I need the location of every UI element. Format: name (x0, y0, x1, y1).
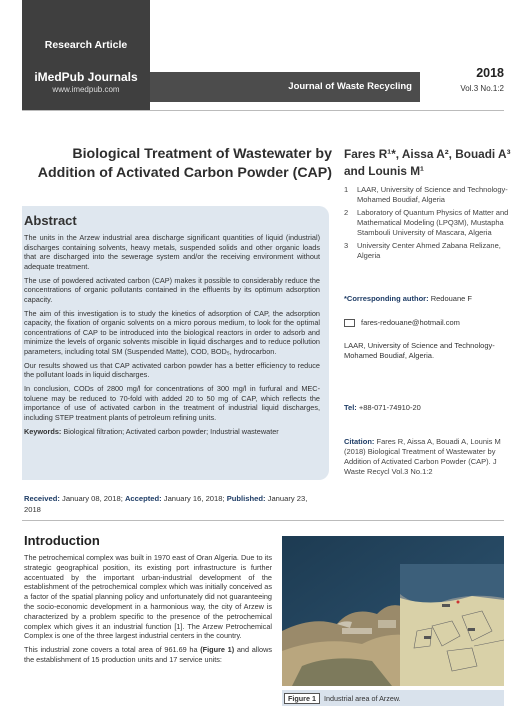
keywords-label: Keywords: (24, 426, 62, 436)
abstract-paragraph: The aim of this investigation is to study the kinetics of adsorption of CAP, the adsorption capacity, the fixation of organic solvents on a micro porous medium, to look for the optimal concentrations of CAP to be introduced into the biological reactors in order to adsorb and minimize the levels of organic solvents miscible in liquid discharges and to reduce pollution parameters, including total SM (Suspended Matte), COD, BOD₅, hydrocarbon. (24, 308, 320, 356)
citation (344, 437, 516, 477)
article-type: Research Article (44, 39, 128, 51)
journal-volume: Vol.3 No.1:2 (460, 84, 504, 93)
intro-paragraph (24, 645, 272, 665)
received-date: January 08, 2018; (62, 494, 123, 503)
affiliation-text: LAAR, University of Science and Technology-Mohamed Boudiaf, Algeria (357, 185, 508, 204)
affiliation-number: 2 (344, 208, 349, 217)
keywords-text: Biological filtration; Activated carbon powder; Industrial wastewater (63, 426, 279, 436)
abstract-body (24, 233, 320, 440)
abstract-paragraph: The units in the Arzew industrial area discharge significant quantities of liquid (industrial) discharges containing solvents, heavy metals, suspended solids and other organic loads that are discharged into the sewerage system and/or the receiving environment without adequate treatment. (24, 233, 320, 271)
affiliation-number: 1 (344, 185, 349, 194)
telephone (344, 403, 514, 412)
publisher-url[interactable]: www.imedpub.com (52, 85, 120, 94)
header-divider (22, 110, 504, 111)
tel-number: +88-071-74910-20 (358, 403, 421, 412)
satellite-map (282, 536, 504, 686)
accepted-date: January 16, 2018; (163, 494, 225, 503)
corresponding-address: LAAR, University of Science and Technology-Mohamed Boudiaf, Algeria. (344, 341, 495, 360)
abstract-paragraph: The use of powdered activated carbon (CAP) makes it possible to considerably reduce the concentrations of organic pollutants contained in the effluents by its optimum adsorption capacity. (24, 275, 320, 304)
publication-dates (24, 494, 326, 515)
abstract-heading: Abstract (24, 213, 77, 228)
dates-divider (22, 520, 504, 521)
accepted-label: Accepted: (124, 494, 162, 503)
figure-caption-text: Industrial area of Arzew. (323, 694, 401, 703)
abstract-paragraph: Our results showed us that CAP activated carbon powder has a better efficiency to reduce the pollutant loads in liquid discharges. (24, 360, 320, 380)
intro-text: This industrial zone covers a total area of 961.69 ha (24, 645, 198, 655)
introduction-body (24, 553, 272, 669)
keywords (24, 427, 320, 437)
figure-label: Figure 1 (284, 693, 320, 704)
affiliation-text: Laboratory of Quantum Physics of Matter and Mathematical Modeling (LPQ3M), Mustapha Stambouli University of Mascara, Algeria (357, 208, 509, 237)
corresponding-author (344, 294, 514, 303)
published-date: January 23, 2018 (24, 494, 308, 514)
corresponding-name: Redouane F (430, 294, 472, 303)
article-title: Biological Treatment of Wastewater by Addition of Activated Carbon Powder (CAP) (37, 146, 332, 181)
affiliation-number: 3 (344, 241, 349, 250)
intro-text: and allows the establishment of 15 production units and 17 service units: (24, 645, 273, 664)
introduction-heading: Introduction (24, 533, 100, 548)
affiliation-list (344, 185, 514, 264)
corresponding-label: *Corresponding author: (344, 294, 429, 303)
author-list: Fares R¹*, Aissa A², Bouadi A³ and Lounis M¹ (344, 147, 511, 178)
published-label: Published: (226, 494, 266, 503)
intro-paragraph: The petrochemical complex was built in 1970 east of Oran Algeria. Due to its strategic geographical position, its existing port infrastructure is further accentuated by the important urban-industrial development of the establishment of the petrochemical complex which was initially conceived as a factor of the spatial planning policy and unfortunately did not guaranteeing the socio-economic development in a harmonious way, the city of Arzew is characterized by a problem specific to the presence of the petrochemical complex which gives it an industrial function [1]. The Arzew Petrochemical Complex is one of the three largest industrial centers in the country. (24, 553, 272, 641)
journal-year: 2018 (476, 66, 504, 80)
tel-label: Tel: (344, 403, 357, 412)
citation-label: Citation: (344, 437, 375, 446)
affiliation-item (344, 185, 514, 205)
journal-title: Journal of Waste Recycling (288, 81, 412, 92)
figure-reference[interactable]: (Figure 1) (200, 645, 235, 655)
publisher-name: iMedPub Journals (34, 70, 138, 84)
citation-text: Fares R, Aissa A, Bouadi A, Lounis M (2018) Biological Treatment of Wastewater by Addition of Activated Carbon Powder (CAP). J Waste Recycl Vol.3 No.1:2 (344, 437, 501, 476)
envelope-icon (344, 319, 355, 327)
abstract-paragraph: In conclusion, CODs of 2800 mg/l for concentrations of 300 mg/l in furfural and MEC-toluene may be reduced to 70-fold with added 20 to 50 mg of CAP, which reflects the importance of use of activated carbon in the treatment of industrial liquid discharges, including STEP treatment plants of petroleum refining units. (24, 384, 320, 422)
affiliation-item (344, 208, 514, 238)
figure-image (282, 536, 504, 686)
affiliation-item (344, 241, 514, 261)
email-link[interactable]: fares-redouane@hotmail.com (361, 318, 460, 327)
received-label: Received: (24, 494, 60, 503)
affiliation-text: University Center Ahmed Zabana Relizane, Algeria (357, 241, 501, 260)
figure-caption (284, 693, 401, 704)
email-line (344, 318, 514, 327)
